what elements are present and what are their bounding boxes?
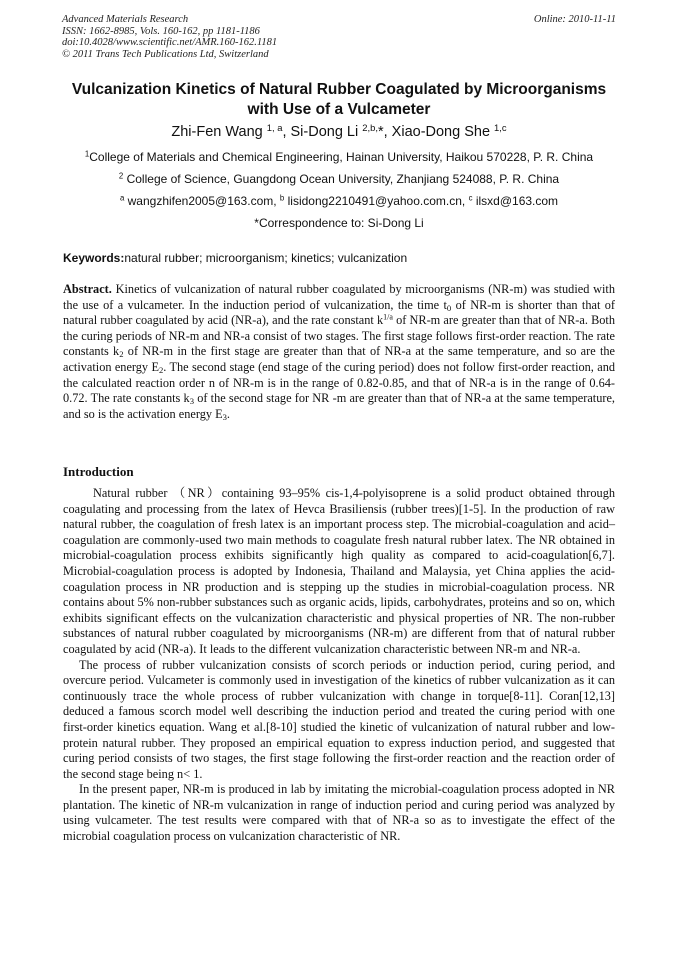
author-1-affil: 1, a bbox=[266, 121, 283, 133]
author-3-affil: 1,c bbox=[494, 121, 507, 133]
abstract-label: Abstract. bbox=[63, 282, 112, 296]
introduction-body bbox=[63, 486, 615, 845]
corresponding-mark: * bbox=[377, 124, 384, 140]
doi-line: doi:10.4028/www.scientific.net/AMR.160-162.1181 bbox=[62, 37, 278, 48]
intro-paragraph-3: In the present paper, NR-m is produced in lab by imitating the microbial-coagulation process adopted in NR plantation. The kinetic of NR-m vulcanization in range of induction period and curing period was analyzed by using vulcameter. The test results were compared with that of NR-a so as to investigate the effect of the microbial coagulation process on vulcanization characteristic of NR. bbox=[63, 782, 615, 844]
title-line-2: with Use of a Vulcameter bbox=[247, 101, 431, 118]
journal-name: Advanced Materials Research bbox=[62, 14, 189, 25]
keywords bbox=[63, 251, 615, 265]
online-date: Online: 2010-11-11 bbox=[533, 14, 616, 25]
author-2: Si-Dong Li bbox=[290, 124, 359, 140]
author-1: Zhi-Fen Wang bbox=[171, 124, 263, 140]
intro-paragraph-1: Natural rubber （NR）containing 93–95% cis-1,4-polyisoprene is a solid product obtained through coagulating and processing from the latex of Hevca Brasiliensis (rubber trees)[1-5]. In the production of raw natural rubber, the coagulation of fresh latex is an important process step. The microbial-coagulation and acid–coagulation are commonly-used two main methods to coagulate fresh natural rubber latex. The NR obtained in microbial-coagulation process exhibits significantly high quality as compared to acid-coagulation[6,7]. Microbial-coagulation process is adopted by Indonesia, Thailand and Malaysia, yet China applies the acid-coagulation process in NR production and is stepping up the studies in microbial-coagulation process. NR contains about 5% non-rubber substances such as organic acids, lipids, carbohydrates, proteins and so on, which exhibits significant effects on the vulcanization characteristic and physical properties of NR. The non-rubber substances of natural rubber coagulated by microorganisms (NR-m) are different from that of natural rubber coagulated by acid (NR-a). It leads to the different vulcanization characteristic between NR-m and NR-a. bbox=[63, 486, 615, 656]
email-a: wangzhifen2005@163.com, bbox=[127, 194, 277, 208]
copyright-line: © 2011 Trans Tech Publications Ltd, Switzerland bbox=[62, 48, 269, 60]
correspondence-line: *Correspondence to: Si-Dong Li bbox=[254, 216, 424, 230]
keywords-label: Keywords: bbox=[63, 251, 125, 265]
section-heading-introduction: Introduction bbox=[63, 464, 134, 479]
affiliation-1: $^1$College of Materials and Chemical Engineering, Hainan University, Haikou 570228, P. R. China bbox=[84, 149, 594, 164]
paper-title bbox=[40, 80, 638, 120]
title-line-1: Vulcanization Kinetics of Natural Rubber Coagulated by Microorganisms bbox=[71, 81, 607, 98]
email-c: ilsxd@163.com bbox=[475, 194, 559, 208]
affiliation-2: $^2$ College of Science, Guangdong Ocean University, Zhanjiang 524088, P. R. China bbox=[118, 171, 560, 186]
author-2-affil: 2,b, bbox=[362, 121, 378, 133]
author-list: Zhi-Fen Wang $^{1, a}$, Si-Dong Li $^{2,b,}$*, Xiao-Dong She $^{1,c}$ bbox=[171, 121, 507, 140]
running-header bbox=[62, 14, 616, 60]
abstract: Abstract. Kinetics of vulcanization of natural rubber coagulated by microorganisms (NR-m) was studied with the use of a vulcameter. In the induction period of vulcanization, the time $t_0$ of NR-m is shorter than that of natural rubber coagulated by acid (NR-a), and the rate constant $k^{1/a}$ of NR-m are greater than that of NR-a. Both the curing periods of NR-m and NR-a consist of two stages. The first stage follows first-order reaction. The rate constants $k_2$ of NR-m in the first stage are greater than that of NR-a at the same temperature, and so are the activation energy $E_2$. The second stage (end stage of the curing period) does not follow first-order reaction, and the calculated reaction order n of NR-m is in the range of 0.82-0.85, and that of NR-a is in the range of 0.64-0.72. The rate constants $k_3$ of the second stage for NR -m are greater than that of NR-a at the same temperature, and so is the activation energy $E_3$. bbox=[63, 282, 616, 422]
email-b: lisidong2210491@yahoo.com.cn, bbox=[287, 194, 466, 208]
issn-line: ISSN: 1662-8985, Vols. 160-162, pp 1181-1186 bbox=[62, 25, 260, 37]
author-3: Xiao-Dong She bbox=[391, 124, 491, 140]
keywords-text: natural rubber; microorganism; kinetics; vulcanization bbox=[124, 251, 408, 265]
email-line: $^a$ wangzhifen2005@163.com, $^b$ lisidong2210491@yahoo.com.cn, $^c$ ilsxd@163.com bbox=[119, 193, 559, 208]
intro-paragraph-2: The process of rubber vulcanization consists of scorch periods or induction period, curing period, and overcure period. Vulcameter is commonly used in investigation of the kinetics of rubber vulcanization as it can continuously trace the whole process of rubber vulcanization with change in torque[8-11]. Coran[12,13] deduced a famous scorch model well describing the induction period and treated the curing period with one first-order kinetics equation. Wang et al.[8-10] studied the kinetic of vulcanization of natural rubber and low-protein natural rubber. They proposed an empirical equation to express induction period, and suggested that curing period consists of two stages, the first stage following the first-order reaction and the reaction order of the second stage being n< 1. bbox=[63, 657, 615, 781]
